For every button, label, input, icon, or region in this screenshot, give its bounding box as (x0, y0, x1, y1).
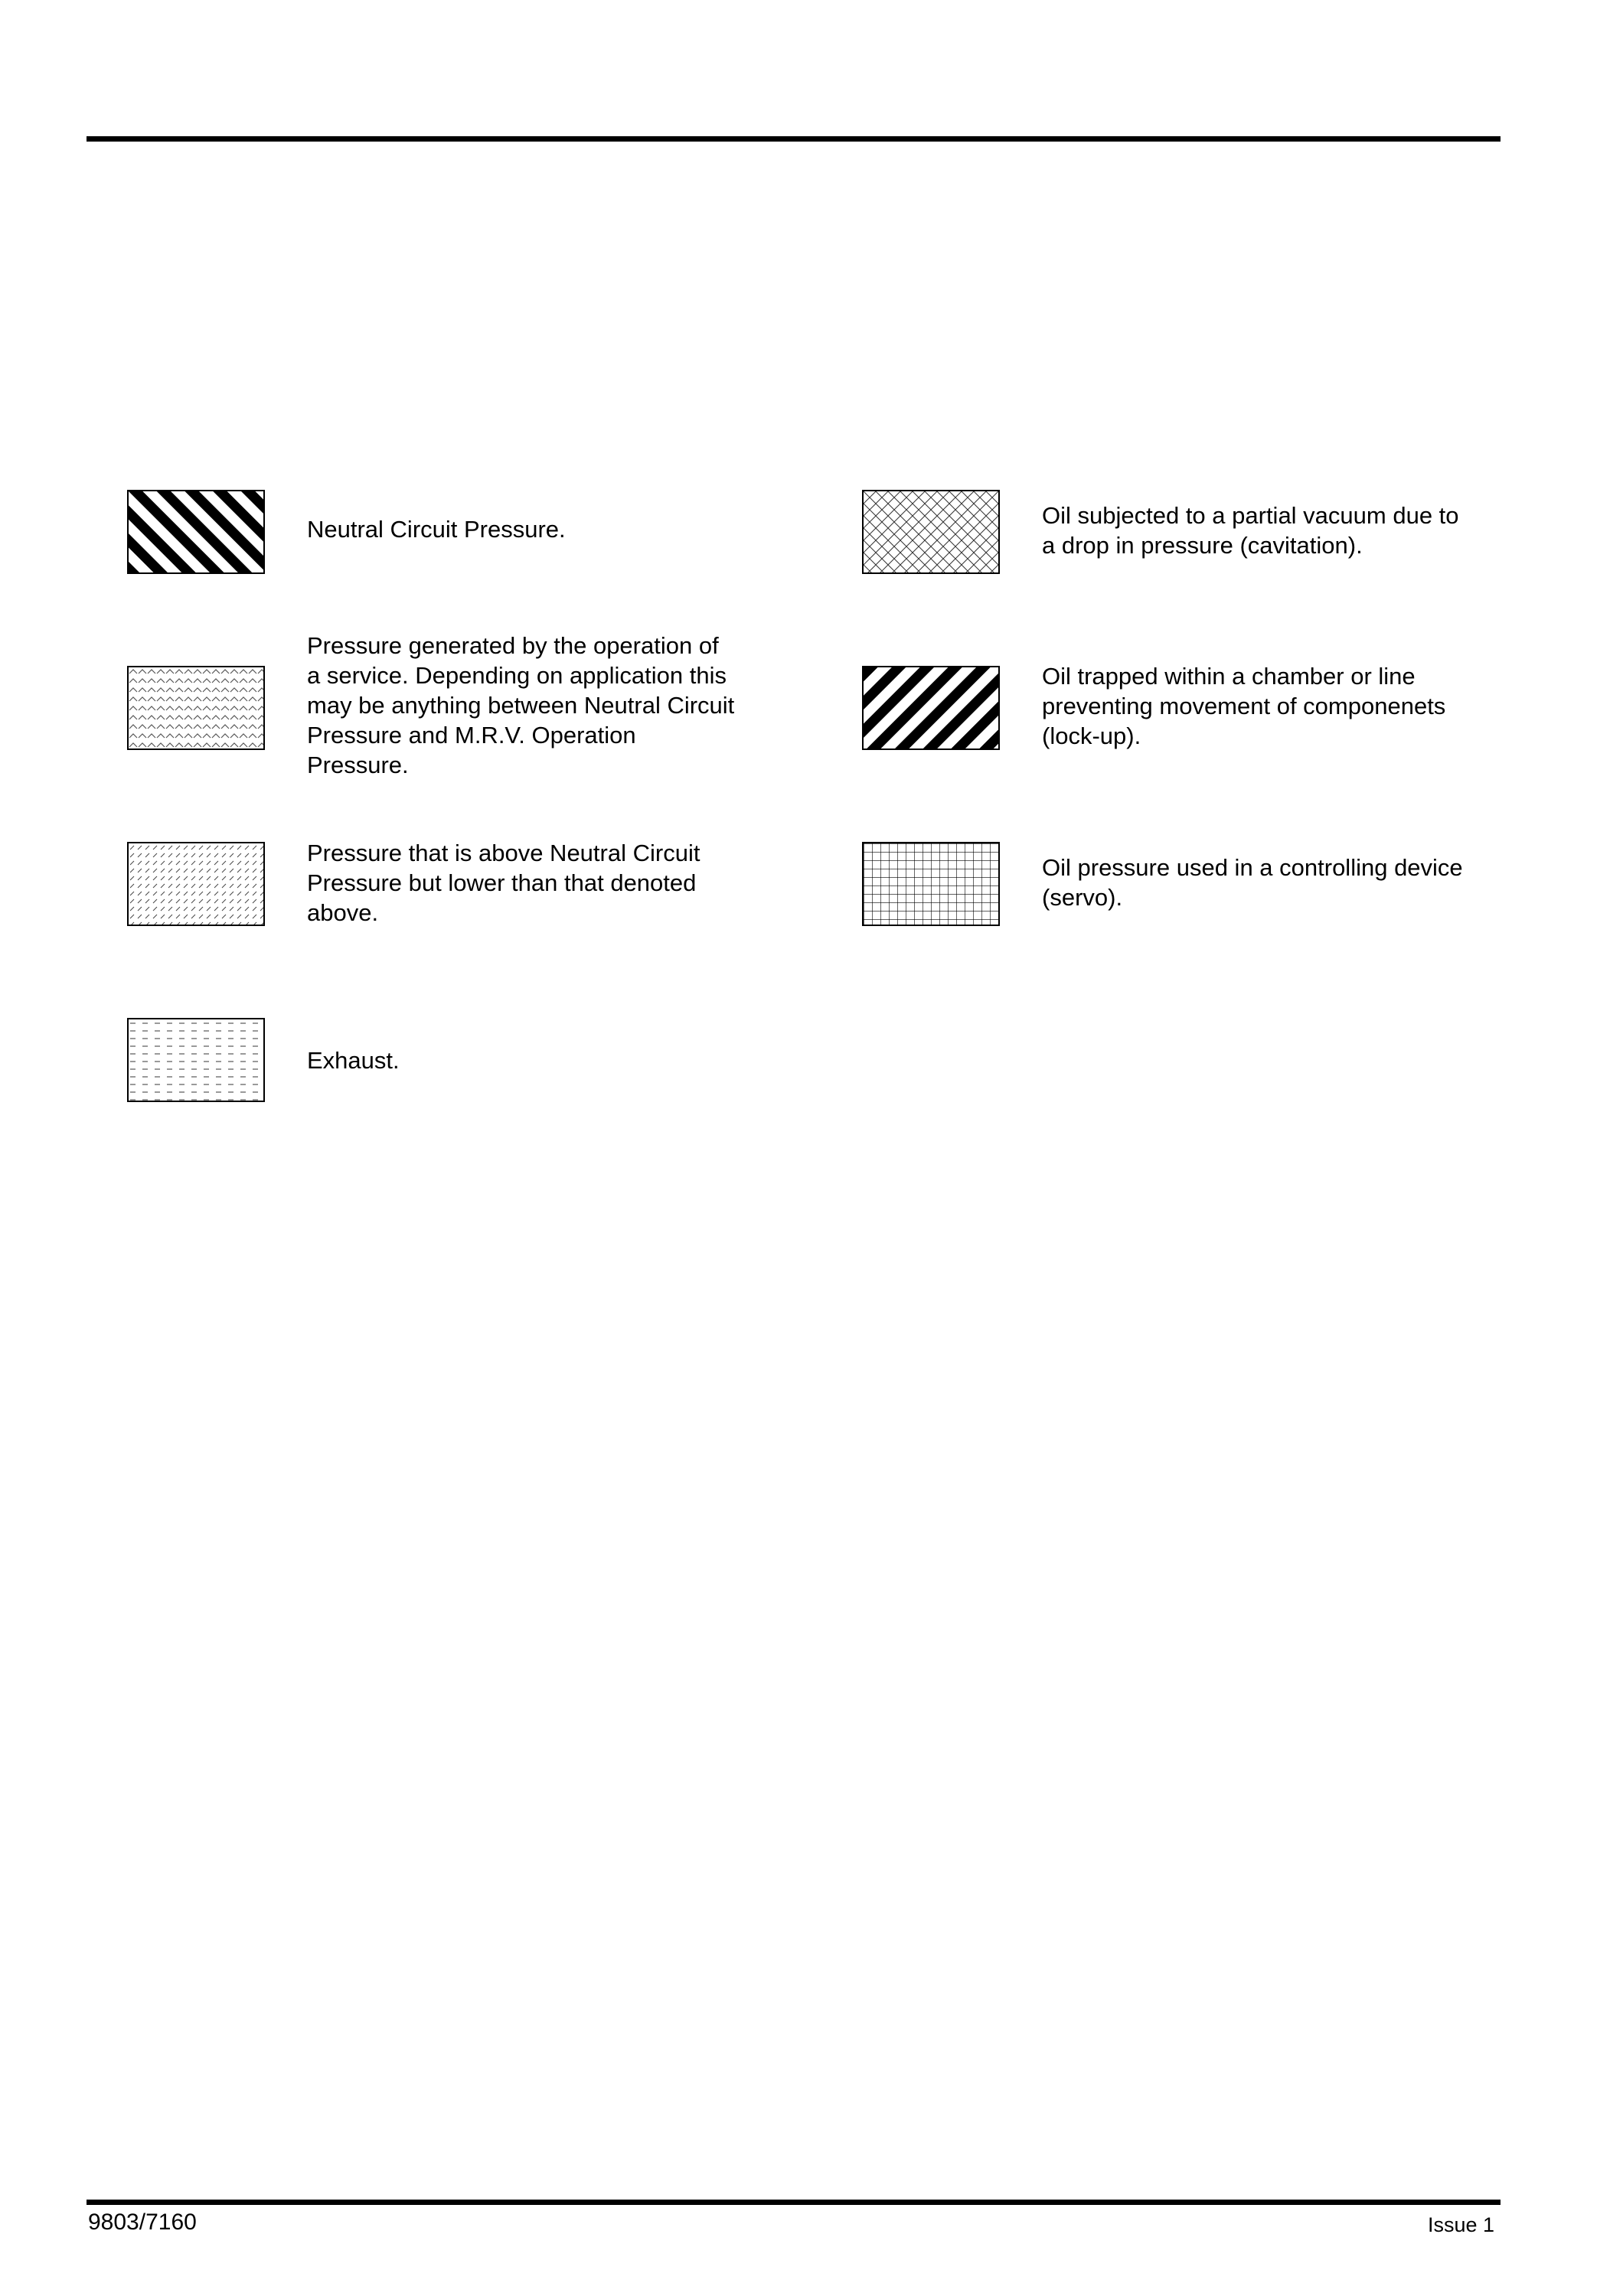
legend-text: Neutral Circuit Pressure. (307, 516, 566, 543)
legend-text: Pressure generated by the operation of a service. Depending on application this may be anything between Neutral Circuit Pressure and M.R.V. Operation Pressure. (307, 632, 735, 778)
fine-dash-pattern-swatch (127, 842, 265, 926)
heavy-diagonal-left-hatch-swatch (862, 666, 1000, 750)
issue-label: Issue 1 (1427, 2213, 1494, 2236)
legend-text: Oil trapped within a chamber or line preventing movement of componenets (lock-up). (1042, 663, 1446, 749)
heavy-diagonal-right-hatch-swatch (127, 490, 265, 574)
legend-text: Pressure that is above Neutral Circuit Pressure but lower than that denoted above. (307, 840, 700, 926)
top-rule (87, 136, 1501, 142)
bottom-rule (87, 2200, 1501, 2205)
document-number: 9803/7160 (88, 2210, 197, 2235)
fine-crosshatch-diagonal-swatch (862, 490, 1000, 574)
legend-text: Oil pressure used in a controlling device (servo). (1042, 854, 1463, 911)
dashed-horizontal-pattern-swatch (127, 1018, 265, 1102)
chevron-dot-pattern-swatch (127, 666, 265, 750)
legend-text: Oil subjected to a partial vacuum due to a drop in pressure (cavitation). (1042, 502, 1459, 559)
square-grid-swatch (862, 842, 1000, 926)
legend-text: Exhaust. (307, 1047, 400, 1074)
